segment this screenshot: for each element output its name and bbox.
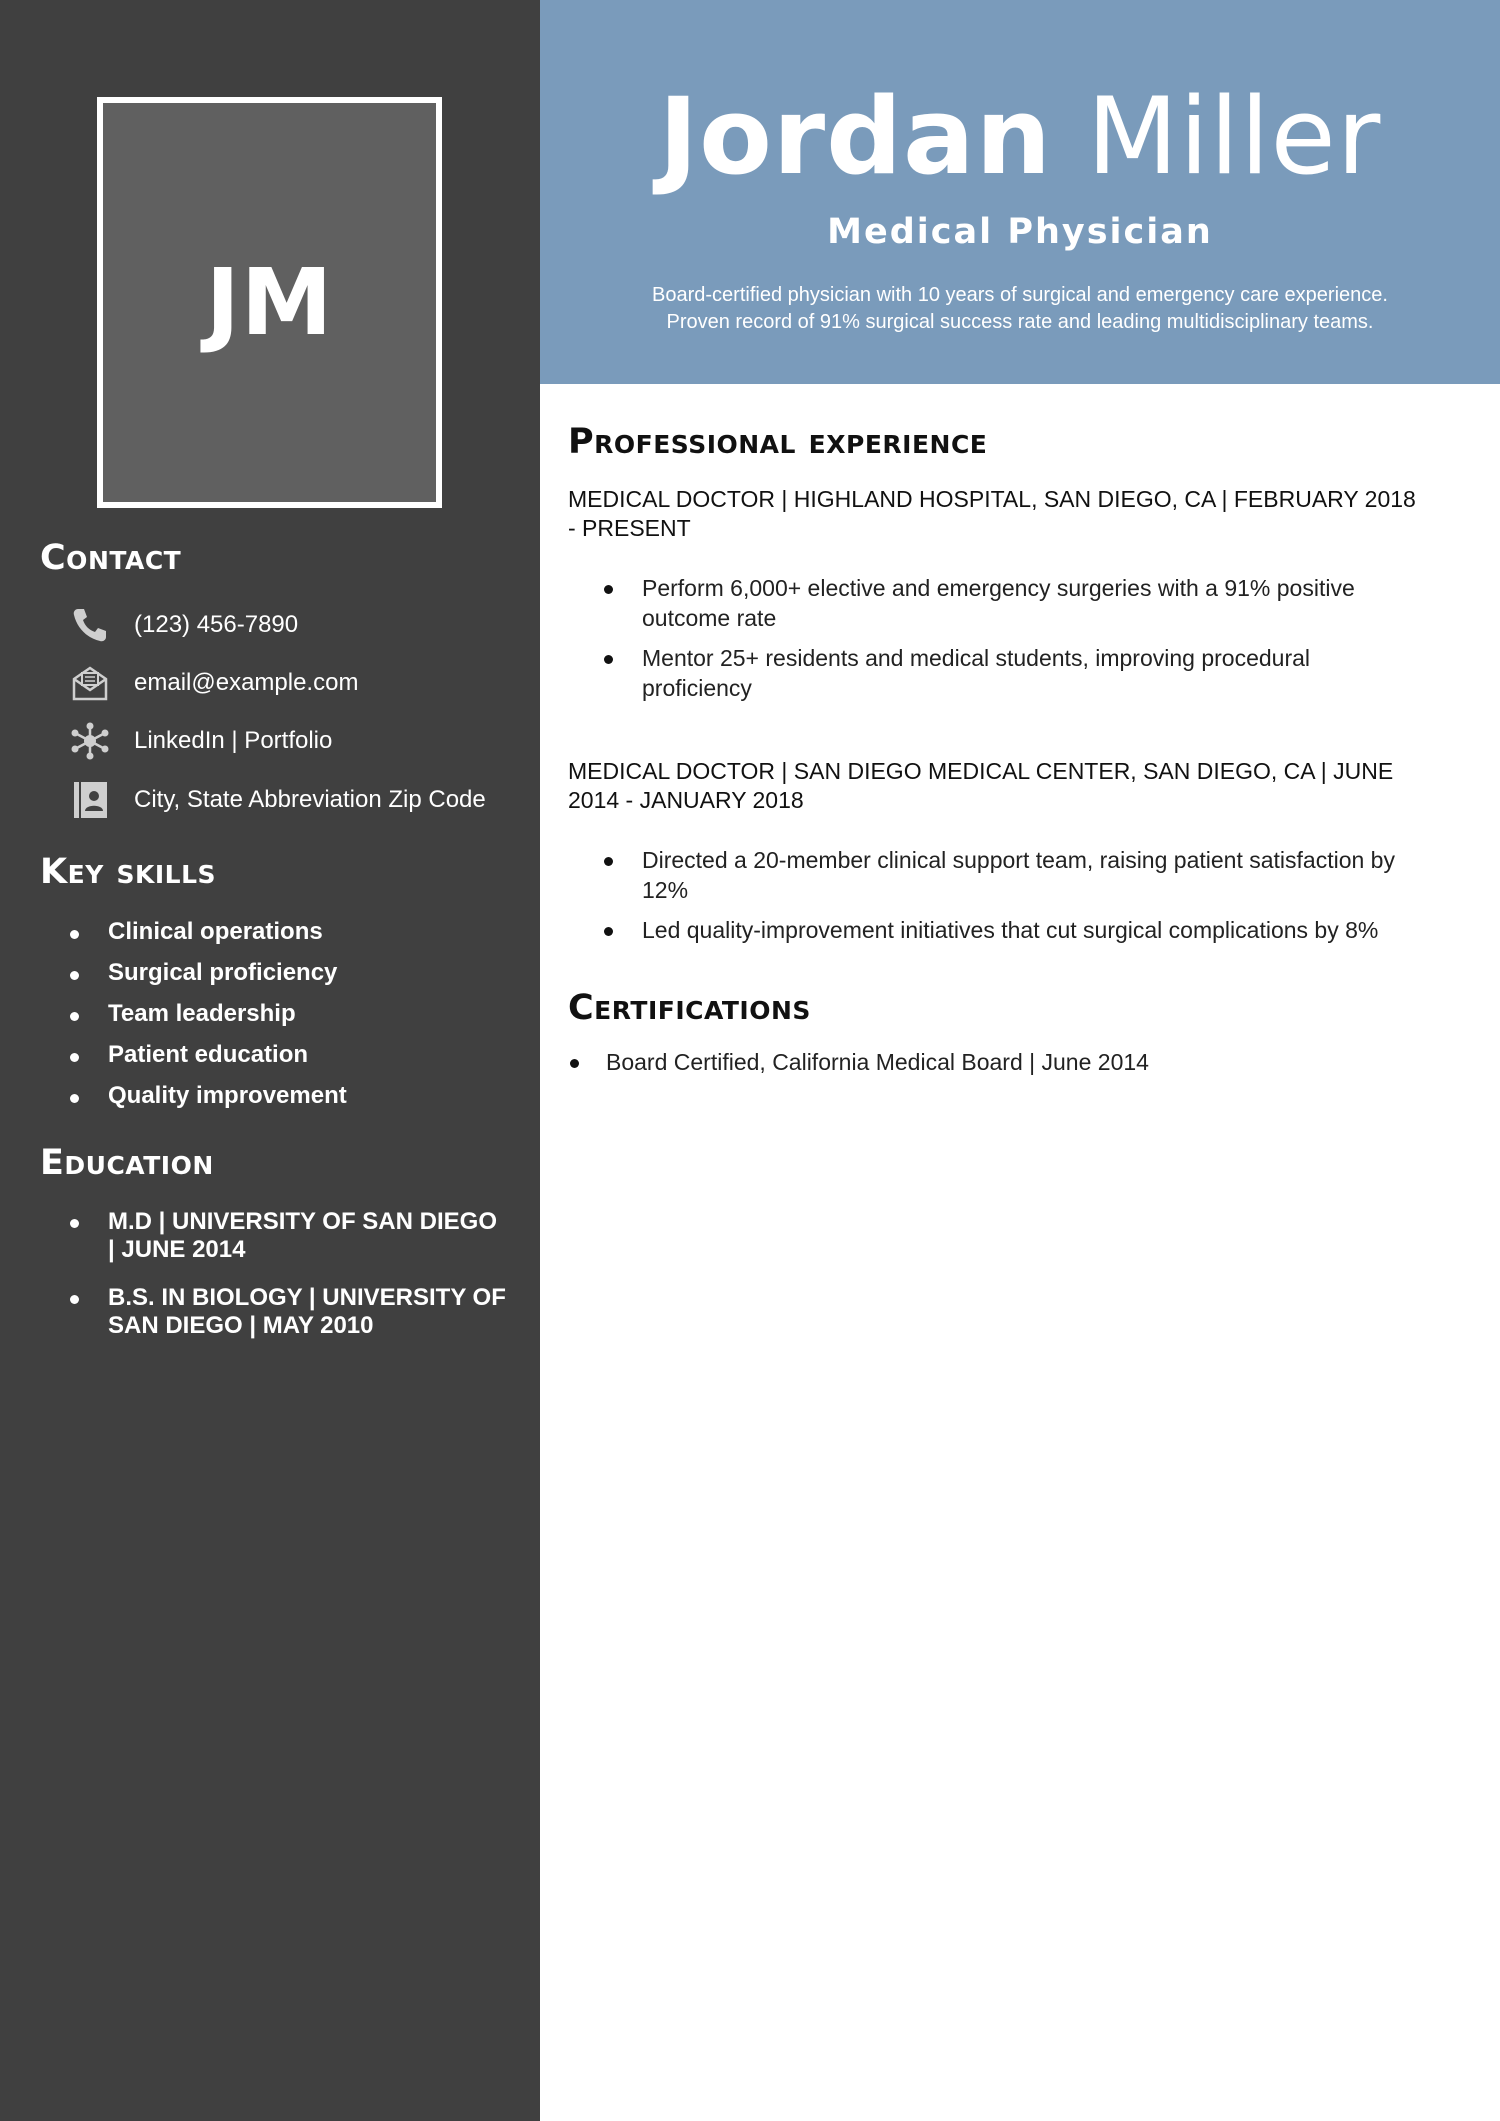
contact-address-text: City, State Abbreviation Zip Code xyxy=(134,786,486,813)
skills-heading: Key skills xyxy=(40,852,217,892)
address-card-icon xyxy=(68,778,112,822)
summary-line: Board-certified physician with 10 years of surgical and emergency care experience. xyxy=(652,284,1388,306)
job-bullets xyxy=(604,845,1404,955)
sidebar xyxy=(0,0,540,2121)
phone-icon xyxy=(68,603,112,647)
contact-address[interactable] xyxy=(68,778,486,822)
job-title: MEDICAL DOCTOR | HIGHLAND HOSPITAL, SAN DIEGO, CA | FEBRUARY 2018 - PRESENT xyxy=(568,486,1416,541)
job-bullet: Mentor 25+ residents and medical students, improving procedural proficiency xyxy=(604,643,1404,703)
summary-line: Proven record of 91% surgical success rate and leading multidisciplinary teams. xyxy=(666,311,1374,333)
skill-item: Quality improvement xyxy=(68,1082,508,1123)
monogram-box xyxy=(97,97,442,508)
contact-phone[interactable] xyxy=(68,603,298,647)
envelope-icon xyxy=(68,661,112,705)
experience-heading: Professional experience xyxy=(568,422,988,462)
skill-item: Surgical proficiency xyxy=(68,959,508,1000)
monogram-initials: JM xyxy=(205,249,334,356)
skill-item: Team leadership xyxy=(68,1000,508,1041)
skill-item: Patient education xyxy=(68,1041,508,1082)
certifications-list xyxy=(568,1047,1428,1077)
first-name: Jordan xyxy=(658,75,1053,198)
education-item: B.S. IN BIOLOGY | UNIVERSITY OF SAN DIEGO | MAY 2010 xyxy=(68,1284,508,1340)
education-list xyxy=(68,1208,508,1360)
certifications-heading: Certifications xyxy=(568,988,811,1028)
contact-email[interactable] xyxy=(68,661,358,705)
header-banner xyxy=(540,0,1500,384)
network-icon xyxy=(68,719,112,763)
job-bullet: Directed a 20-member clinical support team, raising patient satisfaction by 12% xyxy=(604,845,1404,905)
education-heading: Education xyxy=(40,1143,214,1183)
skills-list xyxy=(68,918,508,1123)
job-bullet: Perform 6,000+ elective and emergency surgeries with a 91% positive outcome rate xyxy=(604,573,1404,633)
last-name: Miller xyxy=(1086,75,1382,198)
job-role: Medical Physician xyxy=(827,212,1213,252)
certification-item: Board Certified, California Medical Board | June 2014 xyxy=(568,1047,1428,1077)
contact-heading: Contact xyxy=(40,538,182,578)
job-title: MEDICAL DOCTOR | SAN DIEGO MEDICAL CENTER, SAN DIEGO, CA | JUNE 2014 - JANUARY 2018 xyxy=(568,758,1394,813)
education-item: M.D | UNIVERSITY OF SAN DIEGO | JUNE 2014 xyxy=(68,1208,508,1264)
contact-email-text: email@example.com xyxy=(134,669,359,696)
job-bullets xyxy=(604,573,1404,713)
contact-links-text: LinkedIn | Portfolio xyxy=(134,727,333,754)
full-name xyxy=(540,72,1500,202)
contact-phone-text: (123) 456-7890 xyxy=(134,611,299,638)
profile-summary xyxy=(580,282,1460,336)
job-bullet: Led quality-improvement initiatives that cut surgical complications by 8% xyxy=(604,915,1404,945)
skill-item: Clinical operations xyxy=(68,918,508,959)
contact-links[interactable] xyxy=(68,719,332,763)
